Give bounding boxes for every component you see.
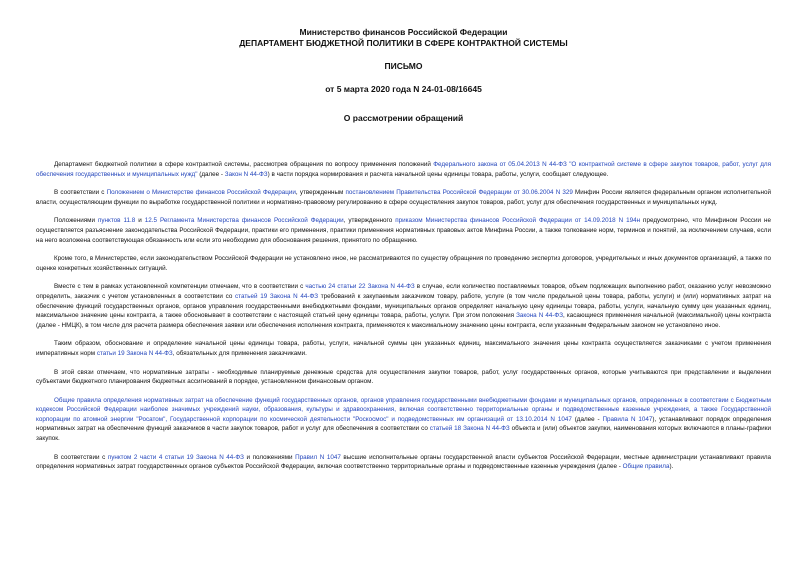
paragraph-text: Положениями: [54, 217, 98, 225]
paragraph-text: , утвержденного: [343, 217, 396, 225]
paragraph-text: в случае, если количество поставляемых товаров, объем подлежащих выполнению работ, оказанию услуг невозможно определить, заказчик с учетом установленных в соответствии со: [36, 283, 771, 300]
paragraph-text: Таким образом, обоснование и определение начальной цены единицы товара, работы, услуги, начальной суммы цен указанных единиц, максимального значения цены контракта осуществляется заказчиками с учетом применения императивных норм: [36, 340, 771, 357]
paragraph: [36, 160, 771, 179]
legal-reference-link[interactable]: пунктов 11.8: [98, 217, 136, 225]
paragraph: [36, 396, 771, 444]
paragraph-text: , утвержденным: [295, 189, 346, 197]
paragraph-text: и: [135, 217, 145, 225]
paragraph-text: Департамент бюджетной политики в сфере контрактной системы, рассмотрев обращения по вопросу применения положений: [54, 161, 434, 168]
legal-reference-link[interactable]: постановлением Правительства Российской Федерации от 30.06.2004 N 329: [345, 189, 573, 197]
paragraph-text: предусмотрено, что Минфином России не осуществляется разъяснение законодательства Российской Федерации, практики его применения, практики применения нормативных правовых актов Минфина России, а также толкование норм, терминов и понятий, за исключением случаев, если на него возложена соответствующая обязанность или если это необходимо для обоснования решения, принятого по обращению.: [36, 217, 771, 244]
paragraph-text: , обязательных для применения заказчиками.: [172, 349, 307, 357]
paragraph-text: В соответствии с: [54, 189, 107, 197]
paragraph-text: (далее -: [197, 170, 225, 178]
document-date-number: от 5 марта 2020 года N 24-01-08/16645: [325, 84, 482, 94]
paragraph: [36, 453, 771, 472]
paragraph: [36, 368, 771, 387]
paragraph: [36, 282, 771, 330]
paragraph: [36, 188, 771, 207]
legal-reference-link[interactable]: Правил N 1047: [295, 453, 341, 461]
paragraph-text: В этой связи отмечаем, что нормативные затраты - необходимые планируемые денежные средства для осуществления закупки товаров, работ, услуг государственных органов, которые учитываются при представлении и выделении субъектами бюджетного планирования бюджетных ассигнований в порядке, установленном финансовым органом.: [36, 368, 771, 386]
paragraph-text: и положениями: [244, 453, 296, 461]
legal-reference-link[interactable]: Общие правила определения нормативных затрат на обеспечение функций государственных органов, органов управления государственными внебюджетными фондами и муниципальных органов, определенных в соответствии с Бюджетным кодексом Российской Федерации наиболее значимых учреждений науки, образования, культуры и здравоохранения, включая соответственно территориальные органы и подведомственные казенные учреждения, а также Государственной корпорации по атомной энергии "Росатом", Государственной корпорации по космической деятельности "Роскосмос" и подведомственных им организаций от 13.10.2014 N 1047: [36, 396, 771, 423]
paragraph-text: , касающиеся применения начальной (максимальной) цены контракта (далее - НМЦК), в том числе для расчета размера обеспечения заявки или обеспечения исполнения контракта, применяются к максимальному значению цены контракта, если указанным Федеральным законом не установлено иное.: [36, 312, 771, 329]
department-name: ДЕПАРТАМЕНТ БЮДЖЕТНОЙ ПОЛИТИКИ В СФЕРЕ КОНТРАКТНОЙ СИСТЕМЫ: [239, 38, 568, 48]
legal-reference-link[interactable]: пунктом 2 части 4 статьи 19 Закона N 44-ФЗ: [107, 453, 244, 461]
legal-reference-link[interactable]: "О контрактной системе в сфере закупок товаров, работ, услуг для обеспечения государственных и муниципальных нужд": [36, 161, 772, 178]
legal-reference-link[interactable]: статьи 19 Закона N 44-ФЗ: [96, 349, 173, 357]
legal-reference-link[interactable]: Закон N 44-ФЗ: [224, 170, 268, 178]
paragraph-text: (далее -: [571, 415, 603, 423]
paragraph-text: Минфин России является федеральным органом исполнительной власти, осуществляющим функции по выработке государственной политики и нормативно-правовому регулированию в сфере осуществления закупок товаров, работ, услуг для обеспечения государственных и муниципальных нужд.: [36, 189, 771, 206]
paragraph-text: ).: [669, 463, 674, 471]
paragraph: [36, 216, 771, 245]
legal-reference-link[interactable]: статьей 19 Закона N 44-ФЗ: [235, 292, 319, 300]
paragraph-text: ), устанавливают порядок определения нормативных затрат на обеспечение функций заказчиков в части закупок товаров, работ и услуг для обеспечения в соответствии со: [36, 415, 772, 433]
paragraph-text: Вместе с тем в рамках установленной компетенции отмечаем, что в соответствии с: [54, 283, 306, 291]
paragraph-text: высшие исполнительные органы государственной власти субъектов Российской Федерации, местные администрации устанавливают правила определения нормативных затрат государственных органов субъектов Российской Федерации, включая соответственно территориальные органы и подведомственные казенные учреждения (далее -: [36, 453, 772, 471]
paragraph-text: В соответствии с: [54, 453, 108, 461]
paragraph: [36, 254, 771, 273]
document-subject: О рассмотрении обращений: [343, 113, 464, 123]
paragraph-text: требований к закупаемым заказчиком товару, работе, услуге (в том числе предельной цены товара, работы, услуги) и (или) нормативных затрат на обеспечение функций государственных органов, органов управления государственными внебюджетными фондами, муниципальных органов определяет начальную цену единицы товара, работы, услуги, начальную сумму цен указанных единиц, максимальное значение цены контракта, а также обосновывает в соответствии с настоящей статьей цену единицы товара, работы, услуги. При этом положения: [36, 292, 771, 320]
legal-reference-link[interactable]: частью 24 статьи 22 Закона N 44-ФЗ: [305, 283, 415, 291]
document-body: [36, 160, 771, 472]
legal-reference-link[interactable]: статьей 18 Закона N 44-ФЗ: [429, 425, 510, 433]
paragraph-text: ) в части порядка нормирования и расчета начальной цены единицы товара, работы, услуги, сообщает следующее.: [267, 170, 609, 178]
legal-reference-link[interactable]: приказом Министерства финансов Российской Федерации от 14.09.2018 N 194н: [395, 217, 641, 225]
ministry-name: Министерство финансов Российской Федерации: [299, 27, 508, 37]
paragraph-text: объекта и (или) объектов закупки, наименования которых включаются в планы-графики закупок.: [36, 425, 771, 443]
legal-reference-link[interactable]: Закона N 44-ФЗ: [516, 312, 564, 320]
document-type: ПИСЬМО: [384, 61, 423, 71]
legal-reference-link[interactable]: Правила N 1047: [602, 415, 653, 423]
legal-reference-link[interactable]: 12.5 Регламента Министерства финансов Российской Федерации: [144, 217, 344, 225]
paragraph-text: Кроме того, в Министерстве, если законодательством Российской Федерации не установлено иное, не рассматриваются по существу обращения по проведению экспертиз договоров, учредительных и иных документов организаций, а также по оценке конкретных хозяйственных ситуаций.: [36, 255, 771, 272]
paragraph: [36, 339, 771, 358]
legal-reference-link[interactable]: Положением о Министерстве финансов Российской Федерации: [106, 189, 296, 197]
legal-reference-link[interactable]: Федерального закона от 05.04.2013 N 44-ФЗ: [433, 161, 567, 168]
legal-reference-link[interactable]: Общие правила: [622, 463, 670, 471]
